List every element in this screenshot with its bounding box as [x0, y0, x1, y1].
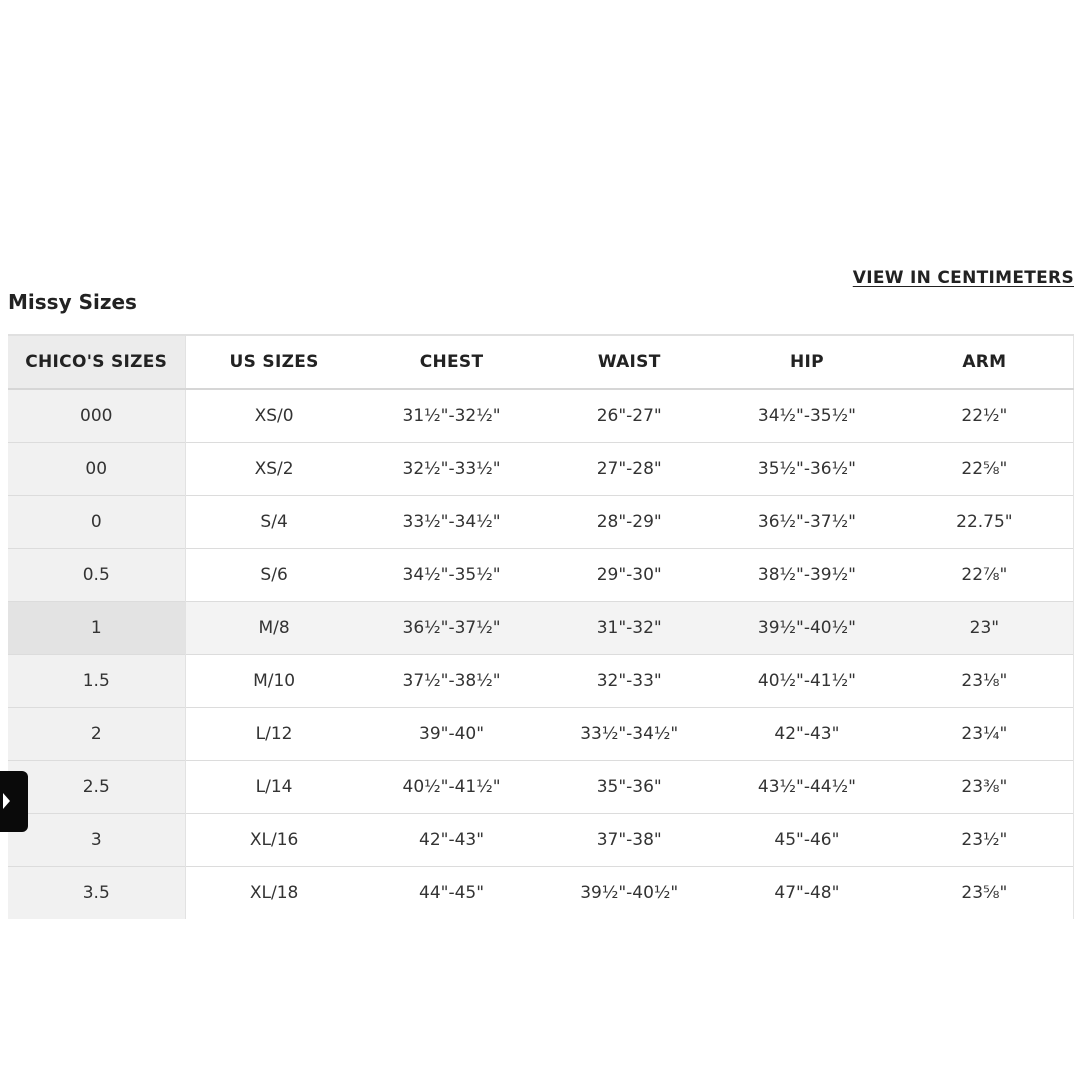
- table-body: [8, 389, 1074, 919]
- cell-waist: 39½"-40½": [540, 867, 718, 920]
- cell-chest: 39"-40": [363, 708, 541, 761]
- table-row: [8, 443, 1074, 496]
- cell-waist: 33½"-34½": [540, 708, 718, 761]
- size-chart-table: [8, 334, 1074, 919]
- view-in-centimeters-link[interactable]: VIEW IN CENTIMETERS: [852, 268, 1074, 288]
- cell-chest: 37½"-38½": [363, 655, 541, 708]
- cell-arm: 23⅝": [896, 867, 1074, 920]
- cell-chicos-size: 00: [8, 443, 185, 496]
- cell-arm: 22.75": [896, 496, 1074, 549]
- table-row: [8, 389, 1074, 443]
- cell-arm: 23⅛": [896, 655, 1074, 708]
- cell-chicos-size: 1.5: [8, 655, 185, 708]
- table-header-row: [8, 335, 1074, 389]
- cell-us-size: L/12: [185, 708, 363, 761]
- chevron-right-icon: [3, 793, 10, 809]
- cell-us-size: S/6: [185, 549, 363, 602]
- table-row: [8, 602, 1074, 655]
- cell-us-size: XL/16: [185, 814, 363, 867]
- cell-hip: 39½"-40½": [718, 602, 896, 655]
- cell-hip: 40½"-41½": [718, 655, 896, 708]
- cell-chicos-size: 2.5: [8, 761, 185, 814]
- cell-arm: 23": [896, 602, 1074, 655]
- cell-us-size: XS/2: [185, 443, 363, 496]
- cell-hip: 42"-43": [718, 708, 896, 761]
- header-chicos-sizes: CHICO'S SIZES: [8, 335, 185, 389]
- cell-us-size: XL/18: [185, 867, 363, 920]
- cell-waist: 27"-28": [540, 443, 718, 496]
- cell-chicos-size: 3: [8, 814, 185, 867]
- cell-hip: 43½"-44½": [718, 761, 896, 814]
- size-chart-container: [8, 334, 1074, 903]
- cell-chicos-size: 1: [8, 602, 185, 655]
- cell-chest: 42"-43": [363, 814, 541, 867]
- cell-arm: 22⅝": [896, 443, 1074, 496]
- cell-hip: 38½"-39½": [718, 549, 896, 602]
- cell-chest: 31½"-32½": [363, 389, 541, 443]
- section-title: Missy Sizes: [8, 290, 137, 314]
- cell-arm: 23⅜": [896, 761, 1074, 814]
- cell-chest: 32½"-33½": [363, 443, 541, 496]
- cell-chest: 40½"-41½": [363, 761, 541, 814]
- cell-hip: 35½"-36½": [718, 443, 896, 496]
- table-row: [8, 761, 1074, 814]
- cell-arm: 23½": [896, 814, 1074, 867]
- cell-us-size: M/10: [185, 655, 363, 708]
- cell-chicos-size: 000: [8, 389, 185, 443]
- header-arm: ARM: [896, 335, 1074, 389]
- cell-chicos-size: 0.5: [8, 549, 185, 602]
- header-chest: CHEST: [363, 335, 541, 389]
- cell-hip: 45"-46": [718, 814, 896, 867]
- table-row: [8, 655, 1074, 708]
- cell-chest: 33½"-34½": [363, 496, 541, 549]
- cell-waist: 37"-38": [540, 814, 718, 867]
- cell-us-size: S/4: [185, 496, 363, 549]
- cell-waist: 26"-27": [540, 389, 718, 443]
- cell-chicos-size: 2: [8, 708, 185, 761]
- cell-hip: 36½"-37½": [718, 496, 896, 549]
- table-row: [8, 496, 1074, 549]
- cell-chicos-size: 3.5: [8, 867, 185, 920]
- cell-chest: 34½"-35½": [363, 549, 541, 602]
- cell-arm: 23¼": [896, 708, 1074, 761]
- cell-waist: 29"-30": [540, 549, 718, 602]
- cell-chest: 36½"-37½": [363, 602, 541, 655]
- cell-chest: 44"-45": [363, 867, 541, 920]
- table-row: [8, 814, 1074, 867]
- cell-arm: 22⅞": [896, 549, 1074, 602]
- cell-waist: 31"-32": [540, 602, 718, 655]
- cell-us-size: L/14: [185, 761, 363, 814]
- cell-hip: 34½"-35½": [718, 389, 896, 443]
- cell-waist: 32"-33": [540, 655, 718, 708]
- cell-us-size: XS/0: [185, 389, 363, 443]
- cell-waist: 28"-29": [540, 496, 718, 549]
- table-row: [8, 549, 1074, 602]
- cell-chicos-size: 0: [8, 496, 185, 549]
- table-row: [8, 867, 1074, 920]
- table-row: [8, 708, 1074, 761]
- header-hip: HIP: [718, 335, 896, 389]
- cell-hip: 47"-48": [718, 867, 896, 920]
- side-panel-toggle-button[interactable]: [0, 771, 28, 832]
- cell-arm: 22½": [896, 389, 1074, 443]
- cell-waist: 35"-36": [540, 761, 718, 814]
- header-waist: WAIST: [540, 335, 718, 389]
- header-us-sizes: US SIZES: [185, 335, 363, 389]
- cell-us-size: M/8: [185, 602, 363, 655]
